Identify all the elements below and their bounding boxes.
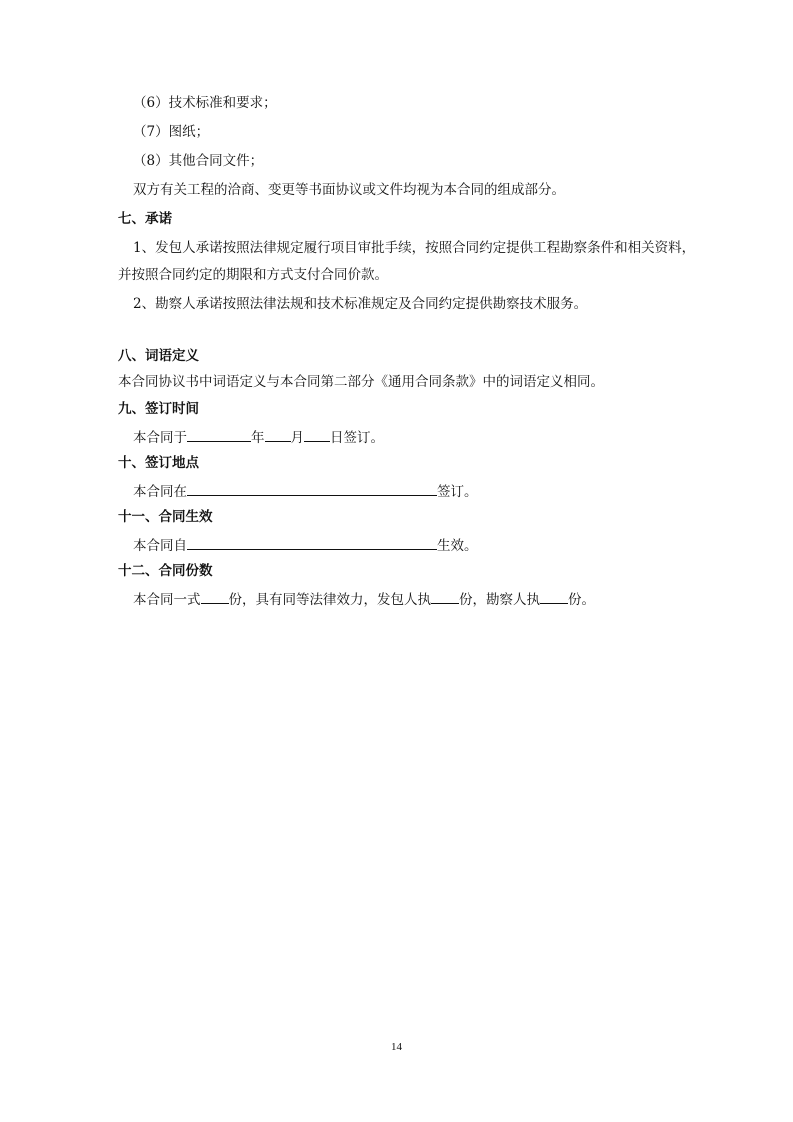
signing-place-line bbox=[133, 481, 478, 501]
signing-place-prefix: 本合同在 bbox=[133, 484, 187, 500]
signing-year-blank bbox=[187, 427, 251, 442]
copies-part-3: 份，勘察人执 bbox=[459, 592, 540, 608]
item-8: （8）其他合同文件； bbox=[133, 153, 264, 169]
signing-month-blank bbox=[265, 427, 291, 442]
section-8-text: 本合同协议书中词语定义与本合同第二部分《通用合同条款》中的词语定义相同。 bbox=[118, 374, 604, 390]
copies-part-2: 份，具有同等法律效力，发包人执 bbox=[228, 592, 431, 608]
effective-suffix: 生效。 bbox=[437, 538, 478, 554]
signing-day-blank bbox=[304, 427, 330, 442]
signing-month-label: 月 bbox=[290, 430, 304, 446]
copies-employer-blank bbox=[431, 589, 459, 604]
composition-note: 双方有关工程的洽商、变更等书面协议或文件均视为本合同的组成部分。 bbox=[133, 182, 565, 198]
copies-total-blank bbox=[201, 589, 229, 604]
item-7: （7）图纸； bbox=[133, 124, 210, 140]
section-10-heading: 十、签订地点 bbox=[118, 455, 199, 471]
section-7-paragraph-1-line-2: 并按照合同约定的期限和方式支付合同价款。 bbox=[118, 267, 388, 283]
section-12-heading: 十二、合同份数 bbox=[118, 563, 213, 579]
signing-day-suffix: 日签订。 bbox=[330, 430, 384, 446]
page-number: 14 bbox=[391, 1041, 402, 1053]
copies-surveyor-blank bbox=[540, 589, 568, 604]
signing-date-line bbox=[133, 427, 384, 447]
section-8-heading: 八、词语定义 bbox=[118, 348, 199, 364]
copies-line bbox=[133, 589, 595, 609]
section-7-paragraph-1-line-1: 1、发包人承诺按照法律规定履行项目审批手续，按照合同约定提供工程勘察条件和相关资料， bbox=[133, 240, 696, 256]
signing-place-blank bbox=[187, 481, 437, 496]
item-6: （6）技术标准和要求； bbox=[133, 95, 277, 111]
signing-place-suffix: 签订。 bbox=[437, 484, 478, 500]
effective-line bbox=[133, 535, 478, 555]
section-7-heading: 七、承诺 bbox=[118, 211, 172, 227]
section-7-paragraph-2: 2、勘察人承诺按照法律法规和技术标准规定及合同约定提供勘察技术服务。 bbox=[133, 296, 588, 312]
effective-prefix: 本合同自 bbox=[133, 538, 187, 554]
section-11-heading: 十一、合同生效 bbox=[118, 509, 213, 525]
copies-part-4: 份。 bbox=[568, 592, 595, 608]
signing-date-prefix: 本合同于 bbox=[133, 430, 187, 446]
section-9-heading: 九、签订时间 bbox=[118, 401, 199, 417]
signing-year-label: 年 bbox=[251, 430, 265, 446]
effective-blank bbox=[187, 535, 437, 550]
copies-part-1: 本合同一式 bbox=[133, 592, 201, 608]
